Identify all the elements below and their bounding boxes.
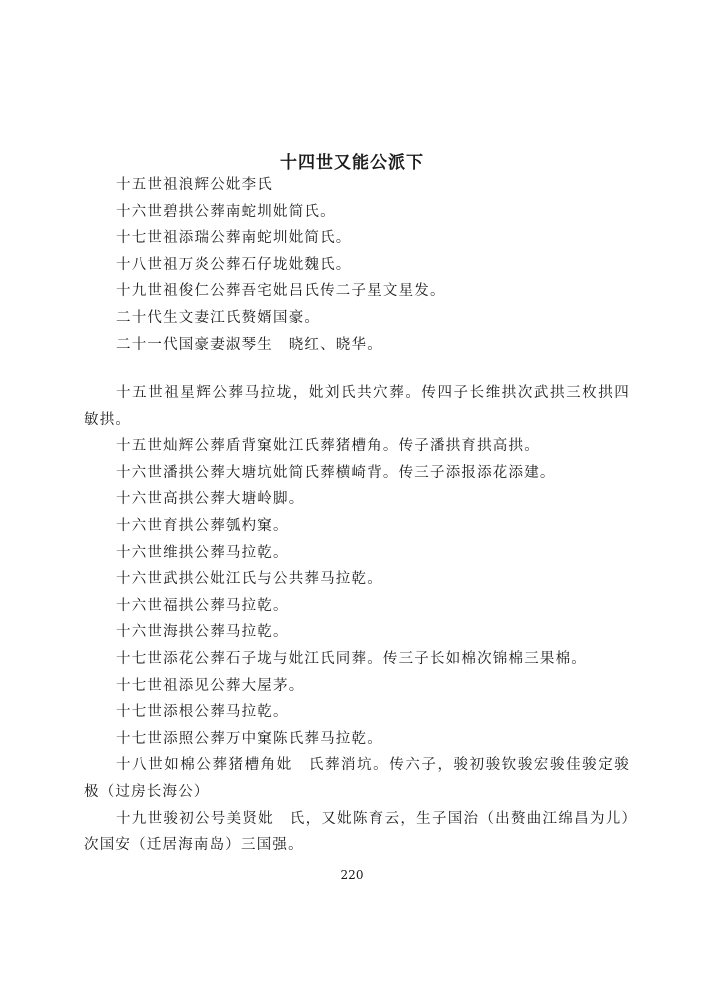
lineage-line: 十七世添照公葬万中窠陈氏葬马拉乾。 [116,730,383,747]
page-title: 十四世又能公派下 [280,153,424,173]
lineage-line: 十七世祖添瑞公葬南蛇圳妣简氏。 [116,230,352,247]
lineage-line: 十六世高拱公葬大塘岭脚。 [116,491,305,508]
page-number: 220 [340,868,364,882]
lineage-line: 二十一代国豪妻淑琴生 晓红、晓华。 [116,336,383,353]
lineage-line: 十五世祖浪辉公妣李氏 [116,177,273,193]
lineage-paragraph: 十八世如棉公葬猪槽角妣 氏葬消坑。传六子，骏初骏钦骏宏骏佳骏定骏极（过房长海公） [84,757,630,800]
lineage-paragraph: 十五世祖星辉公葬马拉垅，妣刘氏共穴葬。传四子长维拱次武拱三枚拱四敏拱。 [84,385,630,428]
lineage-line: 十八世祖万炎公葬石仔垅妣魏氏。 [116,256,352,273]
lineage-line: 二十代生文妻江氏赘婿国豪。 [116,309,321,326]
lineage-paragraph: 十九世骏初公号美贤妣 氏，又妣陈育云，生子国治（出赘曲江绵昌为儿）次国安（迁居海南岛）三国强。 [84,810,630,854]
lineage-line: 十七世添花公葬石子垅与妣江氏同葬。传三子长如棉次锦棉三果棉。 [116,650,587,667]
lineage-section-1 [84,172,630,358]
lineage-line: 十六世潘拱公葬大塘坑妣简氏葬横崎背。传三子添报添花添建。 [116,464,556,481]
lineage-line: 十六世育拱公葬瓠杓窠。 [116,517,289,534]
lineage-line: 十六世碧拱公葬南蛇圳妣简氏。 [116,203,336,220]
lineage-line: 十六世海拱公葬马拉乾。 [116,624,289,641]
lineage-line: 十六世维拱公葬马拉乾。 [116,544,289,561]
lineage-line: 十七世祖添见公葬大屋茅。 [116,677,305,694]
lineage-line: 十九世祖俊仁公葬吾宅妣吕氏传二子星文星发。 [116,283,446,300]
lineage-line: 十六世武拱公妣江氏与公共葬马拉乾。 [116,571,383,588]
lineage-line: 十五世灿辉公葬盾背窠妣江氏葬猪槽角。传子潘拱育拱高拱。 [116,438,540,455]
lineage-line: 十六世福拱公葬马拉乾。 [116,597,289,614]
lineage-section-2 [84,380,630,859]
lineage-line: 十七世添根公葬马拉乾。 [116,704,289,721]
